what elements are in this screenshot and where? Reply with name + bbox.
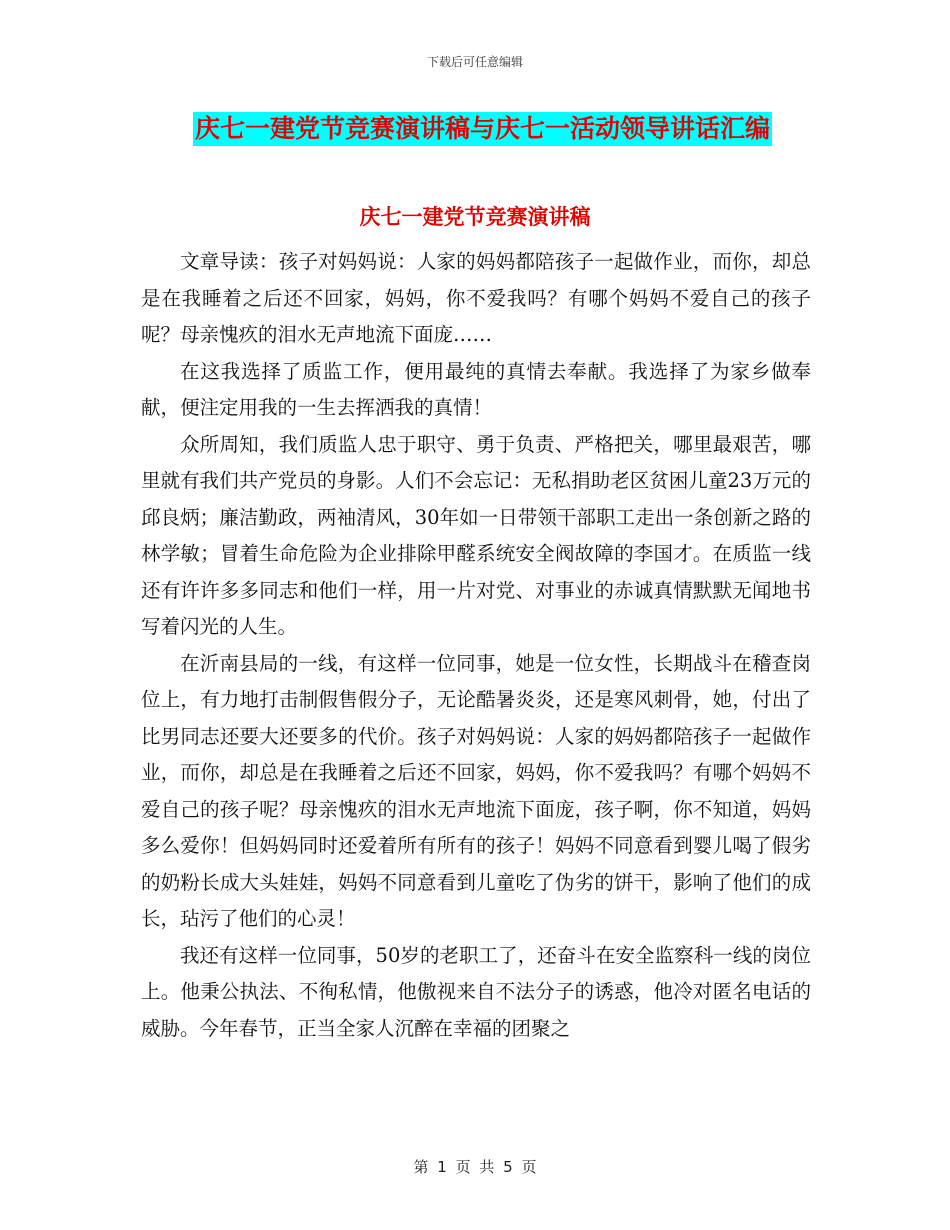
document-main-title: 庆七一建党节竞赛演讲稿与庆七一活动领导讲话汇编: [193, 112, 772, 146]
page-number-footer: 第 1 页 共 5 页: [413, 1158, 537, 1176]
page-header-note: 下载后可任意编辑: [426, 55, 523, 69]
document-body: [141, 244, 811, 1047]
paragraph: 文章导读：孩子对妈妈说：人家的妈妈都陪孩子一起做作业，而你，却总是在我睡着之后还不回家，妈妈，你不爱我吗？有哪个妈妈不爱自己的孩子呢？母亲愧疚的泪水无声地流下面庞……: [141, 250, 811, 346]
paragraph: 众所周知，我们质监人忠于职守、勇于负责、严格把关，哪里最艰苦，哪里就有我们共产党员的身影。人们不会忘记：无私捐助老区贫困儿童23万元的邱良炳；廉洁勤政，两袖清风，30年如一日带领干部职工走出一条创新之路的林学敏；冒着生命危险为企业排除甲醛系统安全阀故障的李国才。在质监一线还有许许多多同志和他们一样，用一片对党、对事业的赤诚真情默默无闻地书写着闪光的人生。: [141, 432, 811, 638]
paragraph: 我还有这样一位同事，50岁的老职工了，还奋斗在安全监察科一线的岗位上。他秉公执法、不徇私情，他傲视来自不法分子的诱惑，他冷对匿名电话的威胁。今年春节，正当全家人沉醉在幸福的团聚之: [141, 943, 811, 1040]
paragraph: 在沂南县局的一线，有这样一位同事，她是一位女性，长期战斗在稽查岗位上，有力地打击制假售假分子，无论酷暑炎炎，还是寒风刺骨，她，付出了比男同志还要大还要多的代价。孩子对妈妈说：人家的妈妈都陪孩子一起做作业，而你，却总是在我睡着之后还不回家，妈妈，你不爱我吗？有哪个妈妈不爱自己的孩子呢？母亲愧疚的泪水无声地流下面庞，孩子啊，你不知道，妈妈多么爱你！但妈妈同时还爱着所有所有的孩子！妈妈不同意看到婴儿喝了假劣的奶粉长成大头娃娃，妈妈不同意看到儿童吃了伪劣的饼干，影响了他们的成长，玷污了他们的心灵！: [141, 651, 811, 930]
paragraph: 在这我选择了质监工作，便用最纯的真情去奉献。我选择了为家乡做奉献，便注定用我的一生去挥洒我的真情！: [141, 359, 811, 419]
document-sub-title: 庆七一建党节竞赛演讲稿: [359, 205, 591, 229]
